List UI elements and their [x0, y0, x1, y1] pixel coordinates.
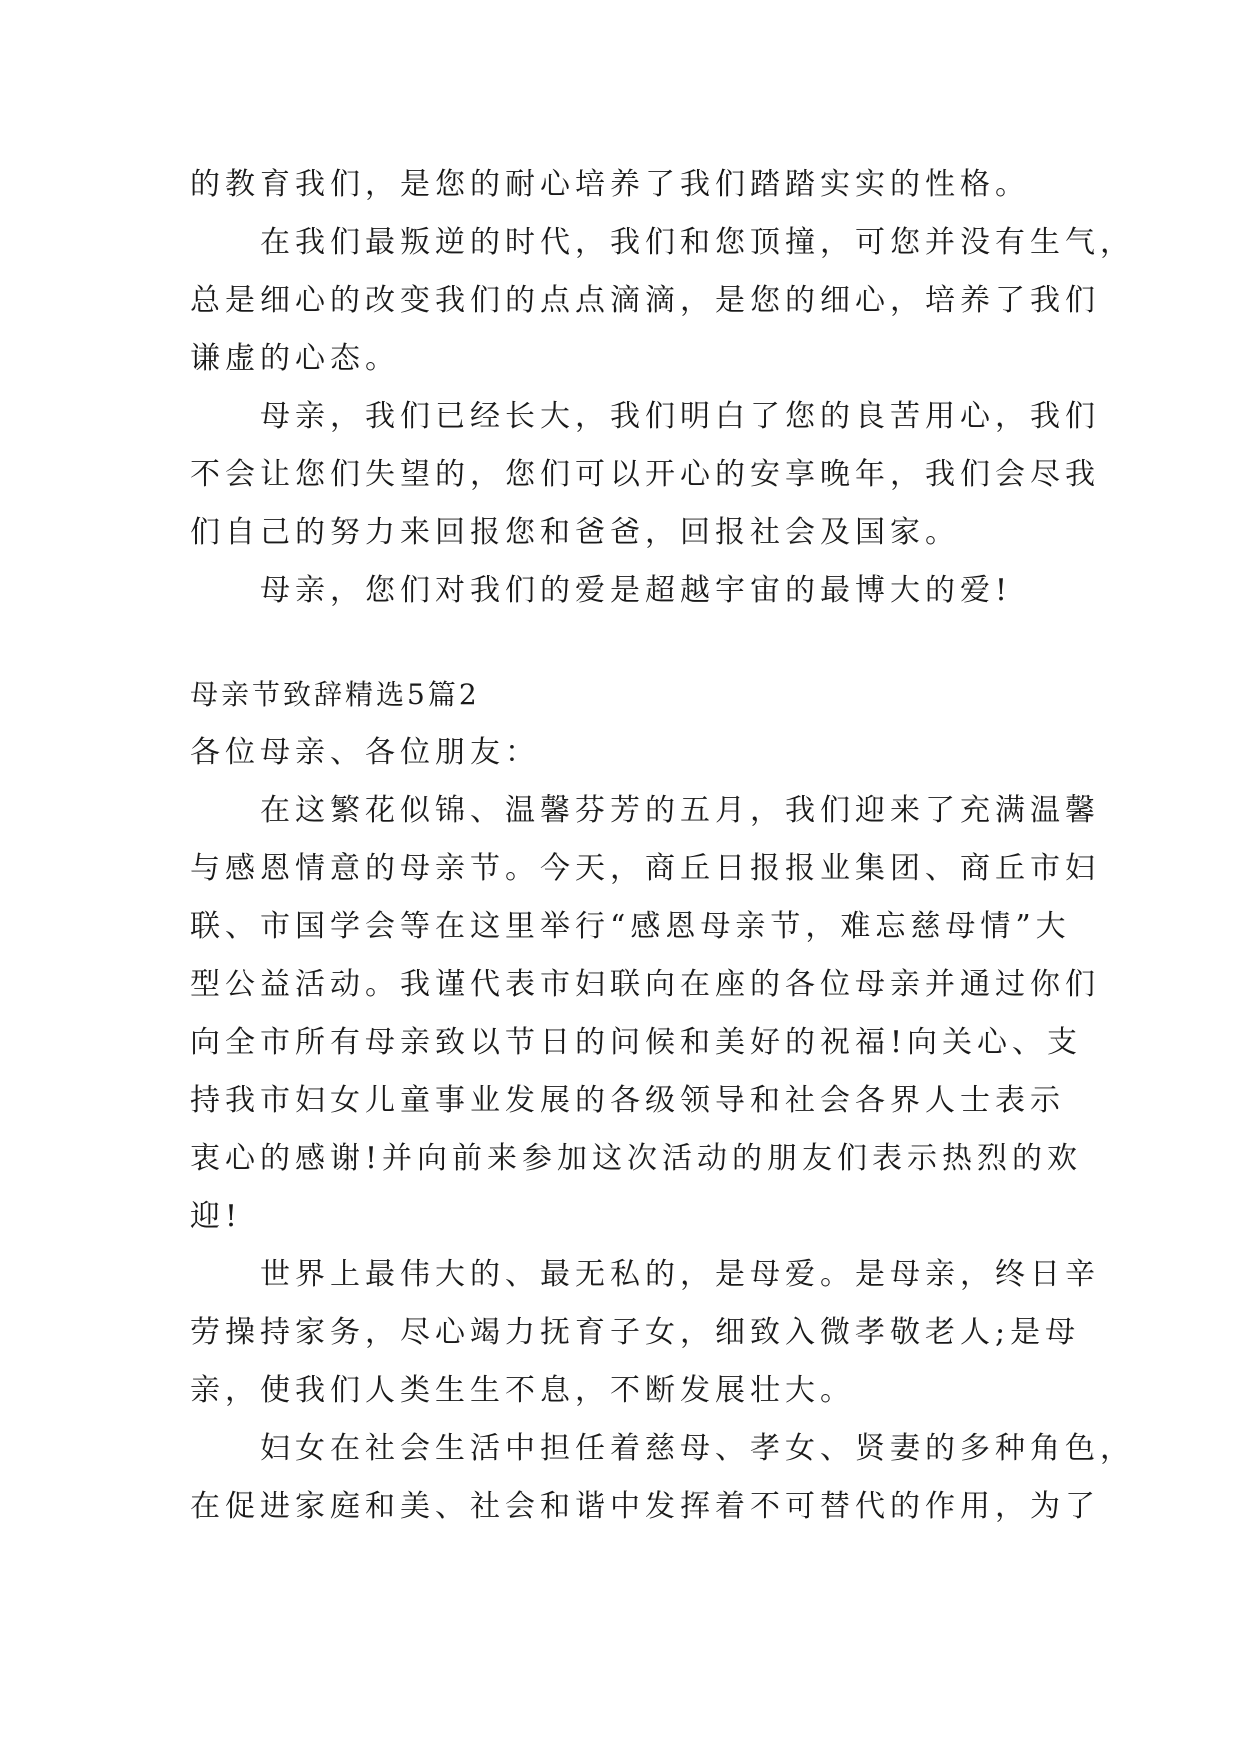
paragraph-line: 向全市所有母亲致以节日的问候和美好的祝福!向关心、支	[190, 1025, 1083, 1060]
paragraph-line: 们自己的努力来回报您和爸爸，回报社会及国家。	[190, 515, 960, 550]
paragraph-line: 在这繁花似锦、温馨芬芳的五月，我们迎来了充满温馨	[260, 793, 1100, 828]
paragraph-line: 劳操持家务，尽心竭力抚育子女，细致入微孝敬老人;是母	[190, 1315, 1081, 1350]
paragraph-line: 母亲，我们已经长大，我们明白了您的良苦用心，我们	[260, 399, 1100, 434]
paragraph-line: 谦虚的心态。	[190, 341, 400, 376]
paragraph-line: 与感恩情意的母亲节。今天，商丘日报报业集团、商丘市妇	[190, 851, 1100, 886]
paragraph-line: 妇女在社会生活中担任着慈母、孝女、贤妻的多种角色，	[260, 1431, 1135, 1466]
paragraph-line: 联、市国学会等在这里举行“感恩母亲节，难忘慈母情”大	[190, 909, 1071, 944]
paragraph-line: 在促进家庭和美、社会和谐中发挥着不可替代的作用，为了	[190, 1489, 1100, 1524]
section-heading: 母亲节致辞精选5篇2	[190, 678, 480, 711]
paragraph-line: 不会让您们失望的，您们可以开心的安享晚年，我们会尽我	[190, 457, 1100, 492]
paragraph-line: 亲，使我们人类生生不息，不断发展壮大。	[190, 1373, 855, 1408]
paragraph-line: 在我们最叛逆的时代，我们和您顶撞，可您并没有生气，	[260, 225, 1135, 260]
paragraph-line: 世界上最伟大的、最无私的，是母爱。是母亲，终日辛	[260, 1257, 1100, 1292]
document-page	[190, 156, 1135, 1536]
paragraph-line: 迎!	[190, 1199, 243, 1234]
paragraph-line: 总是细心的改变我们的点点滴滴，是您的细心，培养了我们	[190, 283, 1100, 318]
paragraph-line: 型公益活动。我谨代表市妇联向在座的各位母亲并通过你们	[190, 967, 1100, 1002]
paragraph-line: 的教育我们，是您的耐心培养了我们踏踏实实的性格。	[190, 167, 1030, 202]
paragraph-line: 持我市妇女儿童事业发展的各级领导和社会各界人士表示	[190, 1083, 1065, 1118]
greeting-line: 各位母亲、各位朋友：	[190, 735, 540, 770]
paragraph-line: 母亲，您们对我们的爱是超越宇宙的最博大的爱!	[260, 573, 1013, 608]
paragraph-line: 衷心的感谢!并向前来参加这次活动的朋友们表示热烈的欢	[190, 1141, 1083, 1176]
